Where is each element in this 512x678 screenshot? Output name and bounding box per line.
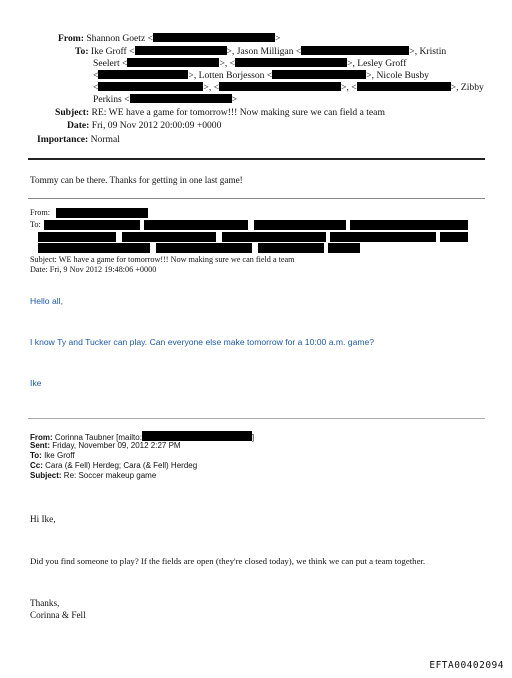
subject-row (55, 107, 385, 119)
to-text-8: >, Lotten Borjesson < (188, 70, 273, 81)
to-row-2 (93, 58, 406, 70)
msg2-body: Did you find someone to play? If the fields are open (they're closed today), we think we can put a team together. (30, 556, 426, 566)
fwd2-subject-label: Subject: (30, 471, 62, 480)
to-row-1 (75, 46, 446, 58)
msg2-signoff-1: Thanks, (30, 598, 60, 608)
subject-value: RE: WE have a game for tomorrow!!! Now making sure we can field a team (91, 107, 385, 118)
fwd1-to-label: To: (30, 220, 41, 229)
from-value: Shannon Goetz < (86, 33, 154, 44)
msg2-greeting: Hi Ike, (30, 514, 56, 524)
fwd2-cc-row (30, 461, 197, 471)
fwd1-from-label: From: (30, 208, 51, 217)
fwd2-cc-value: Cara (& Fell) Herdeg; Cara (& Fell) Herdeg (45, 461, 198, 470)
reply-text: Tommy can be there. Thanks for getting in one last game! (30, 175, 243, 185)
redaction-block (330, 232, 436, 242)
to-text-4: Seelert < (93, 58, 128, 69)
fwd2-subject-value: Re: Soccer makeup game (63, 471, 157, 480)
fwd1-from-row (30, 208, 50, 218)
to-text-13: >, Zibby (450, 82, 484, 93)
redaction-block (350, 220, 468, 230)
fwd2-from-label: From: (30, 433, 53, 442)
redaction-block (38, 232, 116, 242)
redaction-block (222, 232, 326, 242)
redaction-block (301, 46, 409, 55)
redaction-block (272, 70, 366, 79)
redaction-block (328, 243, 360, 253)
fwd2-sent-label: Sent: (30, 441, 50, 450)
fwd1-subject-row: Subject: WE have a game for tomorrow!!! Now making sure we can field a team (30, 255, 295, 264)
to-text-9: >, Nicole Busby (366, 70, 429, 81)
msg1-body: I know Ty and Tucker can play. Can everyone else make tomorrow for a 10:00 a.m. game? (30, 337, 375, 347)
fwd2-to-value: Ike Groff (44, 451, 75, 460)
fwd2-from-close: ] (251, 433, 255, 442)
to-text-3: >, Kristin (409, 46, 447, 57)
fwd2-sent-value: Friday, November 09, 2012 2:27 PM (52, 441, 181, 450)
redaction-block (135, 46, 227, 55)
redaction-block (156, 243, 252, 253)
msg2-signoff-2: Corinna & Fell (30, 610, 86, 620)
to-text-1: Ike Groff < (90, 46, 135, 57)
importance-value: Normal (90, 134, 120, 145)
to-text-15: > (231, 94, 238, 105)
redaction-block (254, 220, 346, 230)
redaction-block (98, 70, 188, 79)
redaction-block (258, 243, 324, 253)
redaction-block (440, 232, 468, 242)
fwd2-cc-label: Cc: (30, 461, 43, 470)
redaction-block (144, 220, 248, 230)
redaction-block (38, 243, 150, 253)
importance-label: Importance: (37, 134, 89, 145)
date-row (67, 120, 221, 132)
redaction-block (357, 82, 451, 91)
date-value: Fri, 09 Nov 2012 20:00:09 +0000 (91, 120, 222, 131)
to-text-11: >, < (203, 82, 220, 93)
msg1-divider (28, 418, 485, 419)
fwd2-from-value: Corinna Taubner [mailto: (54, 433, 142, 442)
importance-row (37, 134, 120, 146)
redaction-block (142, 431, 255, 442)
msg1-signoff: Ike (30, 378, 42, 388)
redaction-block (235, 58, 347, 67)
document-id: EFTA00402094 (429, 660, 504, 671)
to-text-14: Perkins < (93, 94, 130, 105)
to-text-6: >, Lesley Groff (347, 58, 407, 69)
redaction-block (130, 94, 232, 103)
redaction-block (219, 82, 341, 91)
subject-label: Subject: (55, 107, 90, 118)
to-text-5: >, < (219, 58, 236, 69)
fwd2-to-label: To: (30, 451, 42, 460)
to-row-5 (93, 94, 237, 106)
redaction-block (56, 208, 148, 218)
to-text-12: >, < (341, 82, 357, 93)
to-text-10: < (93, 82, 99, 93)
to-text-2: >, Jason Milligan < (226, 46, 302, 57)
date-label: Date: (67, 120, 90, 131)
angle-close: > (275, 33, 281, 44)
redaction-block (44, 220, 140, 230)
redaction-block (153, 33, 275, 42)
from-label: From: (58, 33, 84, 44)
to-text-7: < (93, 70, 99, 81)
from-row (58, 33, 280, 45)
redaction-block (122, 232, 216, 242)
redaction-block (98, 82, 203, 91)
fwd2-subject-row (30, 471, 156, 481)
fwd2-sent-row (30, 441, 181, 451)
fwd1-to-row (30, 220, 41, 230)
redaction-block (127, 58, 219, 67)
to-label: To: (75, 46, 89, 57)
to-row-3 (93, 70, 429, 82)
fwd1-date-row: Date: Fri, 9 Nov 2012 19:48:06 +0000 (30, 265, 157, 274)
header-divider (28, 158, 485, 160)
msg1-greeting: Hello all, (30, 296, 63, 306)
reply-divider (28, 198, 485, 199)
fwd2-to-row (30, 451, 75, 461)
to-row-4 (93, 82, 484, 94)
